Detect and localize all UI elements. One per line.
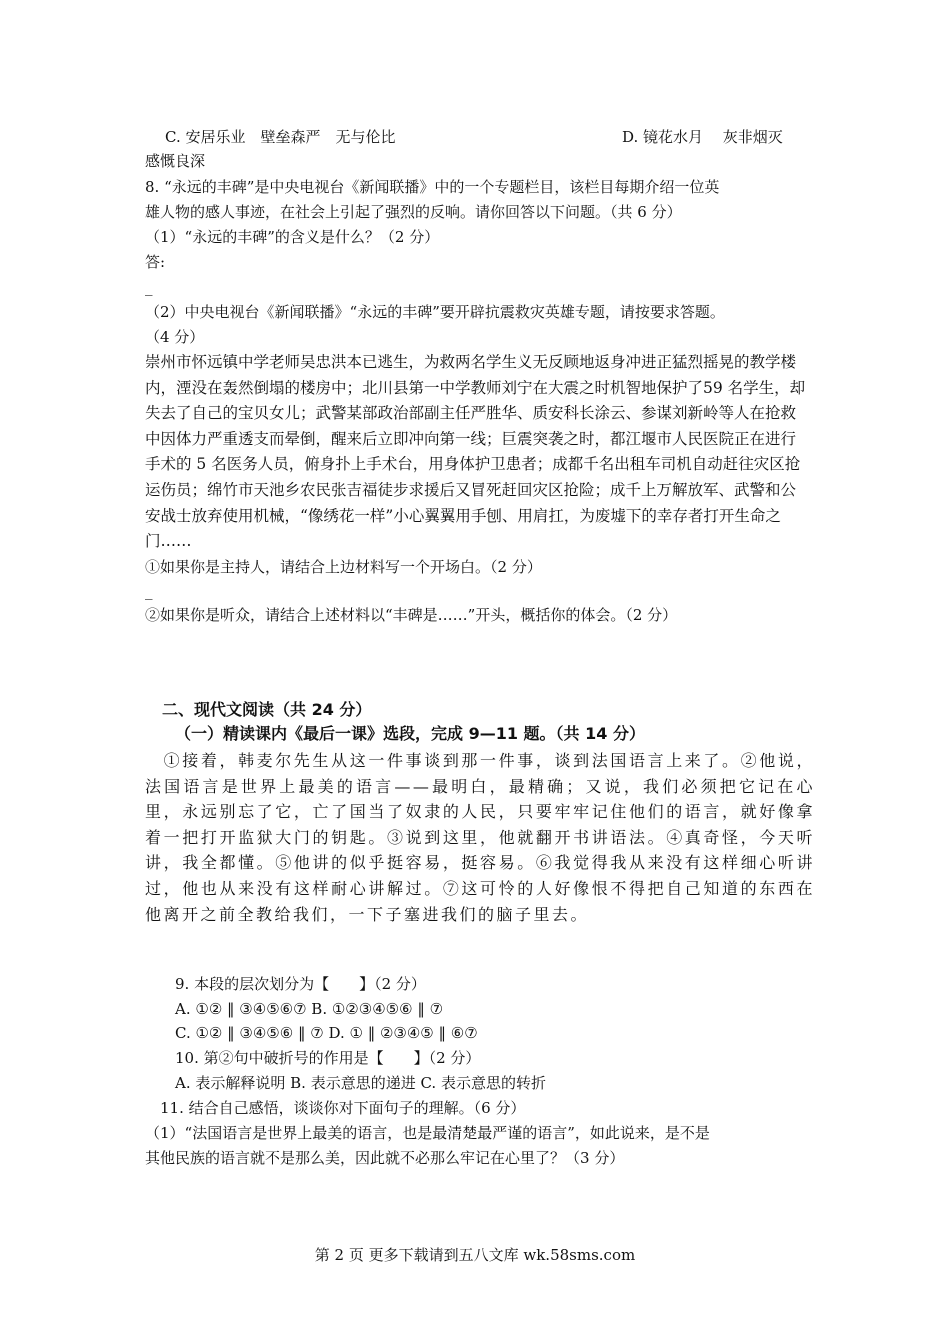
q8-sub2-line1: （2）中央电视台《新闻联播》“永远的丰碑”要开辟抗震救灾英雄专题，请按要求答题。: [145, 303, 725, 321]
q8-sub2-line2: （4 分）: [145, 328, 205, 346]
q7-option-d-continued: 感慨良深: [145, 152, 206, 170]
q9: 9. 本段的层次划分为【 】（2 分）: [175, 975, 426, 993]
q8-sub1: （1）“永远的丰碑”的含义是什么？（2 分）: [145, 228, 440, 246]
q9-options-ab: A. ①② ‖ ③④⑤⑥⑦ B. ①②③④⑤⑥ ‖ ⑦: [175, 1000, 444, 1018]
q7-option-c: C. 安居乐业 壁垒森严 无与伦比: [165, 128, 396, 146]
q7-option-d: D. 镜花水月 灰非烟灭: [622, 128, 783, 146]
section-sub-heading: （一）精读课内《最后一课》选段，完成 9—11 题。（共 14 分）: [175, 724, 645, 743]
q8-material: 崇州市怀远镇中学老师吴忠洪本已逃生，为救两名学生义无反顾地返身冲进正猛烈摇晃的教学楼内，湮没在轰然倒塌的楼房中；北川县第一中学教师刘宁在大震之时机智地保护了59 名学生，却失去了自己的宝贝女儿；武警某部政治部副主任严胜华、质安科长涂云、参谋刘新岭等人在抢救中因体力严重透支而晕倒，醒来后立即冲向第一线；巨震突袭之时，都江堰市人民医院正在进行手术的 5 名医务人员，俯身扑上手术台，用身体护卫患者；成都千名出租车司机自动赶往灾区抢运伤员；绵竹市天池乡农民张吉福徒步求援后又冒死赶回灾区抢险；成千上万解放军、武警和公安战士放弃使用机械，“像绣花一样”小心翼翼用手刨、用肩扛，为废墟下的幸存者打开生命之门……: [145, 353, 806, 551]
blank-mark: _: [145, 278, 153, 296]
blank-mark: _: [145, 582, 153, 600]
q11: 11. 结合自己感悟，谈谈你对下面句子的理解。（6 分）: [160, 1099, 526, 1117]
q8-intro-line2: 雄人物的感人事迹，在社会上引起了强烈的反响。请你回答以下问题。（共 6 分）: [145, 203, 682, 221]
q9-options-cd: C. ①② ‖ ③④⑤⑥ ‖ ⑦ D. ① ‖ ②③④⑤ ‖ ⑥⑦: [175, 1024, 478, 1042]
answer-label: 答:: [145, 253, 166, 271]
q10-options: A. 表示解释说明 B. 表示意思的递进 C. 表示意思的转折: [175, 1074, 546, 1092]
reading-passage: ①接着，韩麦尔先生从这一件事谈到那一件事，谈到法国语言上来了。②他说，法国语言是世界上最美的语言——最明白，最精确；又说，我们必须把它记在心里，永远别忘了它，亡了国当了奴隶的人民，只要牢牢记住他们的语言，就好像拿着一把打开监狱大门的钥匙。③说到这里，他就翻开书讲语法。④真奇怪，今天听讲，我全都懂。⑤他讲的似乎挺容易，挺容易。⑥我觉得我从来没有这样细心听讲过，他也从来没有这样耐心讲解过。⑦这可怜的人好像恨不得把自己知道的东西在他离开之前全教给我们，一下子塞进我们的脑子里去。: [145, 751, 815, 924]
q10: 10. 第②句中破折号的作用是【 】（2 分）: [175, 1049, 481, 1067]
section-heading: 二、现代文阅读（共 24 分）: [162, 700, 372, 719]
page-footer: 第 2 页 更多下载请到五八文库 wk.58sms.com: [314, 1246, 636, 1264]
q8-task1: ①如果你是主持人，请结合上边材料写一个开场白。（2 分）: [145, 558, 542, 576]
q8-intro-line1: 8. “永远的丰碑”是中央电视台《新闻联播》中的一个专题栏目，该栏目每期介绍一位英: [145, 178, 720, 196]
q8-task2: ②如果你是听众，请结合上述材料以“丰碑是……”开头，概括你的体会。（2 分）: [145, 606, 678, 624]
q11-sub1-line2: 其他民族的语言就不是那么美，因此就不必那么牢记在心里了？（3 分）: [145, 1149, 625, 1167]
q11-sub1-line1: （1）“法国语言是世界上最美的语言，也是最清楚最严谨的语言”，如此说来，是不是: [145, 1124, 710, 1142]
